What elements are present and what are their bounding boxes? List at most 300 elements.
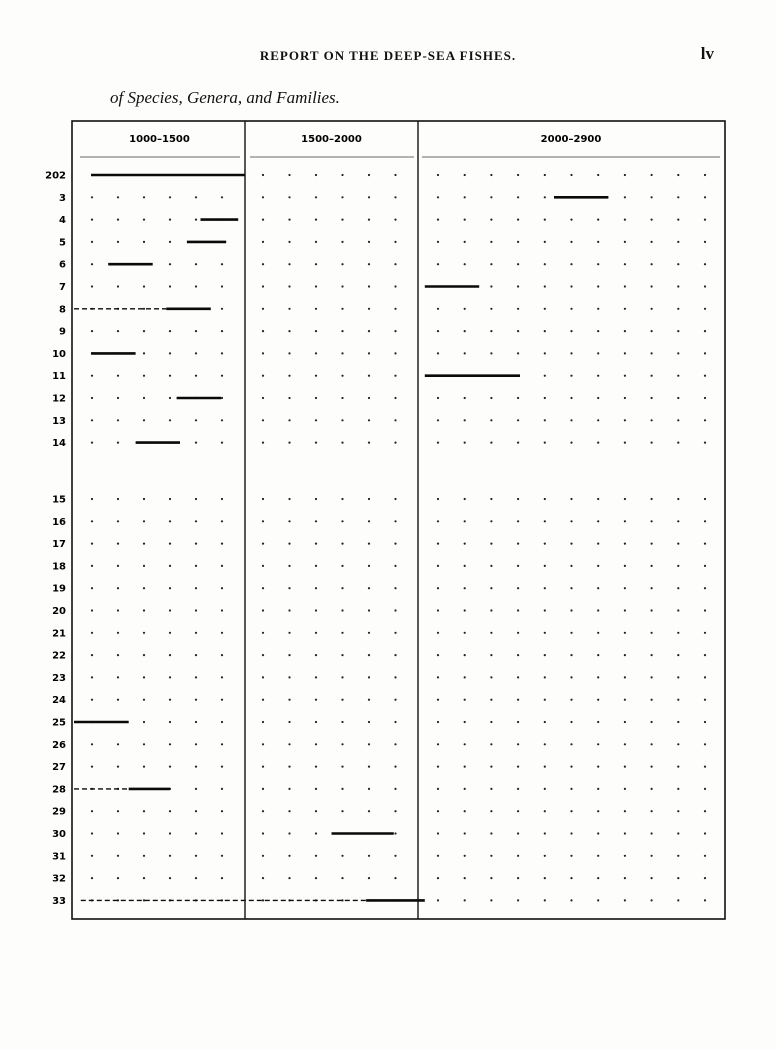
dot-leader — [262, 609, 264, 611]
row-label: 17 — [52, 539, 66, 551]
dot-leader — [544, 442, 546, 444]
dot-leader — [517, 788, 519, 790]
dot-leader — [394, 855, 396, 857]
dot-leader — [597, 899, 599, 901]
dot-leader — [490, 899, 492, 901]
dot-leader — [597, 375, 599, 377]
dot-leader — [143, 565, 145, 567]
dot-leader — [394, 543, 396, 545]
dot-leader — [169, 810, 171, 812]
dot-leader — [570, 855, 572, 857]
dot-leader — [262, 587, 264, 589]
dot-leader — [490, 397, 492, 399]
dot-leader — [341, 654, 343, 656]
dot-leader — [195, 330, 197, 332]
dot-leader — [517, 766, 519, 768]
dot-leader — [544, 743, 546, 745]
dot-leader — [91, 285, 93, 287]
dot-leader — [570, 285, 572, 287]
column-header: 2000–2900 — [540, 134, 602, 145]
dot-leader — [597, 308, 599, 310]
dot-leader — [368, 241, 370, 243]
dot-leader — [221, 676, 223, 678]
dot-leader — [624, 832, 626, 834]
row-label: 24 — [52, 695, 66, 707]
dot-leader — [597, 219, 599, 221]
dot-leader — [597, 676, 599, 678]
dot-leader — [597, 330, 599, 332]
dot-leader — [341, 397, 343, 399]
dot-leader — [368, 543, 370, 545]
dot-leader — [195, 587, 197, 589]
dot-leader — [221, 743, 223, 745]
dot-leader — [368, 810, 370, 812]
dot-leader — [704, 352, 706, 354]
dot-leader — [195, 285, 197, 287]
dot-leader — [517, 587, 519, 589]
dot-leader — [597, 632, 599, 634]
dot-leader — [544, 498, 546, 500]
dot-leader — [91, 219, 93, 221]
dot-leader — [394, 810, 396, 812]
dot-leader — [464, 743, 466, 745]
row-label: 20 — [52, 606, 66, 617]
dot-leader — [517, 174, 519, 176]
column-header: 1000–1500 — [129, 134, 190, 145]
row-label: 14 — [52, 438, 66, 450]
dot-leader — [570, 442, 572, 444]
dot-leader — [341, 676, 343, 678]
dot-leader — [704, 543, 706, 545]
dot-leader — [91, 565, 93, 567]
dot-leader — [221, 308, 223, 310]
dot-leader — [169, 285, 171, 287]
dot-leader — [677, 877, 679, 879]
dot-leader — [394, 609, 396, 611]
dot-leader — [490, 543, 492, 545]
dot-leader — [624, 654, 626, 656]
dot-leader — [221, 721, 223, 723]
dot-leader — [117, 543, 119, 545]
dot-leader — [221, 699, 223, 701]
dot-leader — [262, 676, 264, 678]
dot-leader — [315, 743, 317, 745]
dot-leader — [651, 855, 653, 857]
dot-leader — [704, 721, 706, 723]
dot-leader — [221, 498, 223, 500]
dot-leader — [464, 520, 466, 522]
dot-leader — [394, 654, 396, 656]
row-label: 28 — [52, 784, 66, 796]
dot-leader — [288, 263, 290, 265]
dot-leader — [704, 587, 706, 589]
dot-leader — [570, 899, 572, 901]
dot-leader — [677, 241, 679, 243]
dot-leader — [624, 721, 626, 723]
dot-leader — [517, 352, 519, 354]
dot-leader — [315, 498, 317, 500]
dot-leader — [91, 810, 93, 812]
dot-leader — [117, 219, 119, 221]
dot-leader — [624, 565, 626, 567]
dot-leader — [143, 196, 145, 198]
dot-leader — [570, 241, 572, 243]
dot-leader — [464, 565, 466, 567]
dot-leader — [570, 375, 572, 377]
dot-leader — [394, 442, 396, 444]
dot-leader — [143, 498, 145, 500]
dot-leader — [143, 419, 145, 421]
dot-leader — [91, 699, 93, 701]
dot-leader — [262, 196, 264, 198]
dot-leader — [624, 285, 626, 287]
dot-leader — [624, 498, 626, 500]
dot-leader — [437, 442, 439, 444]
dot-leader — [195, 609, 197, 611]
dot-leader — [394, 520, 396, 522]
dot-leader — [544, 609, 546, 611]
dot-leader — [624, 263, 626, 265]
dot-leader — [437, 330, 439, 332]
dot-leader — [221, 196, 223, 198]
dot-leader — [315, 285, 317, 287]
dot-leader — [262, 285, 264, 287]
dot-leader — [394, 498, 396, 500]
dot-leader — [570, 832, 572, 834]
dot-leader — [91, 676, 93, 678]
dot-leader — [341, 743, 343, 745]
dot-leader — [677, 543, 679, 545]
dot-leader — [651, 442, 653, 444]
dot-leader — [394, 397, 396, 399]
dot-leader — [91, 196, 93, 198]
dot-leader — [544, 397, 546, 399]
dot-leader — [262, 498, 264, 500]
dot-leader — [651, 699, 653, 701]
dot-leader — [117, 877, 119, 879]
dot-leader — [169, 877, 171, 879]
row-label: 5 — [59, 237, 66, 249]
dot-leader — [544, 766, 546, 768]
dot-leader — [677, 263, 679, 265]
dot-leader — [517, 699, 519, 701]
dot-leader — [704, 263, 706, 265]
dot-leader — [464, 587, 466, 589]
dot-leader — [341, 565, 343, 567]
dot-leader — [221, 442, 223, 444]
dot-leader — [544, 263, 546, 265]
dot-leader — [651, 174, 653, 176]
dot-leader — [143, 855, 145, 857]
dot-leader — [195, 676, 197, 678]
dot-leader — [570, 263, 572, 265]
dot-leader — [394, 375, 396, 377]
dot-leader — [624, 788, 626, 790]
dot-leader — [341, 543, 343, 545]
dot-leader — [315, 442, 317, 444]
dot-leader — [651, 419, 653, 421]
dot-leader — [221, 810, 223, 812]
dot-leader — [437, 397, 439, 399]
dot-leader — [490, 196, 492, 198]
dot-leader — [437, 241, 439, 243]
dot-leader — [143, 632, 145, 634]
dot-leader — [341, 174, 343, 176]
dot-leader — [341, 352, 343, 354]
dot-leader — [651, 587, 653, 589]
row-label: 18 — [52, 561, 66, 573]
dot-leader — [195, 498, 197, 500]
dot-leader — [651, 375, 653, 377]
dot-leader — [341, 609, 343, 611]
dot-leader — [91, 587, 93, 589]
dot-leader — [704, 877, 706, 879]
dot-leader — [544, 419, 546, 421]
dot-leader — [262, 263, 264, 265]
dot-leader — [341, 855, 343, 857]
dot-leader — [437, 832, 439, 834]
dot-leader — [315, 352, 317, 354]
table-frame — [72, 121, 725, 919]
dot-leader — [597, 442, 599, 444]
dot-leader — [544, 219, 546, 221]
dot-leader — [677, 308, 679, 310]
dot-leader — [169, 832, 171, 834]
dot-leader — [315, 565, 317, 567]
dot-leader — [570, 565, 572, 567]
dot-leader — [341, 330, 343, 332]
dot-leader — [117, 397, 119, 399]
dot-leader — [464, 676, 466, 678]
dot-leader — [262, 520, 264, 522]
dot-leader — [517, 419, 519, 421]
dot-leader — [597, 609, 599, 611]
dot-leader — [195, 565, 197, 567]
dot-leader — [169, 196, 171, 198]
dot-leader — [437, 810, 439, 812]
dot-leader — [517, 743, 519, 745]
dot-leader — [544, 543, 546, 545]
dot-leader — [677, 899, 679, 901]
dot-leader — [677, 352, 679, 354]
dot-leader — [570, 543, 572, 545]
dot-leader — [597, 352, 599, 354]
dot-leader — [195, 263, 197, 265]
dot-leader — [464, 196, 466, 198]
dot-leader — [394, 832, 396, 834]
dot-leader — [341, 587, 343, 589]
dot-leader — [195, 520, 197, 522]
dot-leader — [651, 632, 653, 634]
dot-leader — [394, 766, 396, 768]
dot-leader — [651, 196, 653, 198]
dot-leader — [464, 721, 466, 723]
dot-leader — [624, 174, 626, 176]
dot-leader — [517, 263, 519, 265]
dot-leader — [394, 743, 396, 745]
dot-leader — [315, 397, 317, 399]
dot-leader — [368, 308, 370, 310]
dot-leader — [490, 330, 492, 332]
row-label: 12 — [52, 393, 66, 405]
dot-leader — [262, 397, 264, 399]
dot-leader — [677, 174, 679, 176]
dot-leader — [221, 788, 223, 790]
dot-leader — [169, 721, 171, 723]
dot-leader — [597, 832, 599, 834]
dot-leader — [169, 632, 171, 634]
dot-leader — [624, 219, 626, 221]
dot-leader — [624, 308, 626, 310]
dot-leader — [597, 565, 599, 567]
dot-leader — [490, 832, 492, 834]
dot-leader — [437, 419, 439, 421]
dot-leader — [315, 375, 317, 377]
dot-leader — [288, 609, 290, 611]
dot-leader — [117, 855, 119, 857]
dot-leader — [169, 375, 171, 377]
dot-leader — [570, 498, 572, 500]
dot-leader — [651, 766, 653, 768]
row-label: 23 — [52, 672, 66, 684]
dot-leader — [315, 877, 317, 879]
dot-leader — [221, 263, 223, 265]
dot-leader — [341, 285, 343, 287]
dot-leader — [704, 330, 706, 332]
dot-leader — [368, 632, 370, 634]
dot-leader — [704, 285, 706, 287]
dot-leader — [624, 766, 626, 768]
row-label: 30 — [52, 829, 66, 840]
dot-leader — [597, 520, 599, 522]
dot-leader — [464, 810, 466, 812]
dot-leader — [169, 743, 171, 745]
dot-leader — [262, 766, 264, 768]
dot-leader — [169, 654, 171, 656]
dot-leader — [195, 196, 197, 198]
dot-leader — [517, 676, 519, 678]
dot-leader — [91, 442, 93, 444]
dot-leader — [597, 810, 599, 812]
dot-leader — [517, 721, 519, 723]
dot-leader — [262, 330, 264, 332]
dot-leader — [517, 442, 519, 444]
dot-leader — [544, 721, 546, 723]
dot-leader — [490, 855, 492, 857]
dot-leader — [288, 543, 290, 545]
dot-leader — [288, 498, 290, 500]
dot-leader — [517, 632, 519, 634]
dot-leader — [143, 397, 145, 399]
dot-leader — [288, 196, 290, 198]
dot-leader — [517, 899, 519, 901]
dot-leader — [704, 419, 706, 421]
dot-leader — [437, 196, 439, 198]
dot-leader — [544, 699, 546, 701]
dot-leader — [597, 498, 599, 500]
dot-leader — [315, 766, 317, 768]
dot-leader — [262, 375, 264, 377]
dot-leader — [117, 810, 119, 812]
dot-leader — [288, 375, 290, 377]
dot-leader — [368, 766, 370, 768]
dot-leader — [91, 877, 93, 879]
dot-leader — [341, 766, 343, 768]
dot-leader — [288, 832, 290, 834]
dot-leader — [490, 419, 492, 421]
dot-leader — [143, 676, 145, 678]
dot-leader — [262, 632, 264, 634]
dot-leader — [570, 699, 572, 701]
dot-leader — [677, 587, 679, 589]
dot-leader — [651, 899, 653, 901]
dot-leader — [624, 330, 626, 332]
dot-leader — [143, 832, 145, 834]
dot-leader — [624, 810, 626, 812]
dot-leader — [597, 174, 599, 176]
dot-leader — [368, 196, 370, 198]
dot-leader — [544, 654, 546, 656]
dot-leader — [677, 196, 679, 198]
dot-leader — [195, 877, 197, 879]
dot-leader — [394, 721, 396, 723]
dot-leader — [315, 654, 317, 656]
dot-leader — [394, 419, 396, 421]
dot-leader — [544, 285, 546, 287]
dot-leader — [517, 308, 519, 310]
dot-leader — [117, 609, 119, 611]
dot-leader — [368, 263, 370, 265]
row-label: 3 — [59, 192, 66, 204]
dot-leader — [624, 520, 626, 522]
dot-leader — [544, 788, 546, 790]
dot-leader — [368, 285, 370, 287]
dot-leader — [570, 520, 572, 522]
row-label: 7 — [59, 282, 66, 293]
dot-leader — [315, 632, 317, 634]
dot-leader — [394, 632, 396, 634]
dot-leader — [704, 899, 706, 901]
dot-leader — [570, 788, 572, 790]
dot-leader — [315, 832, 317, 834]
dot-leader — [517, 196, 519, 198]
dot-leader — [490, 699, 492, 701]
dot-leader — [544, 330, 546, 332]
dot-leader — [91, 766, 93, 768]
dot-leader — [169, 520, 171, 522]
dot-leader — [624, 442, 626, 444]
dot-leader — [490, 241, 492, 243]
dot-leader — [341, 219, 343, 221]
running-head: REPORT ON THE DEEP-SEA FISHES. — [259, 48, 517, 63]
dot-leader — [544, 565, 546, 567]
dot-leader — [677, 498, 679, 500]
dot-leader — [437, 565, 439, 567]
dot-leader — [368, 442, 370, 444]
dot-leader — [262, 219, 264, 221]
page-number: lv — [700, 44, 714, 63]
dot-leader — [394, 174, 396, 176]
dot-leader — [464, 442, 466, 444]
dot-leader — [464, 766, 466, 768]
dot-leader — [677, 442, 679, 444]
table-subtitle: of Species, Genera, and Families. — [110, 88, 340, 107]
dot-leader — [464, 498, 466, 500]
dot-leader — [544, 832, 546, 834]
row-label: 22 — [52, 650, 66, 662]
dot-leader — [169, 766, 171, 768]
dot-leader — [341, 442, 343, 444]
